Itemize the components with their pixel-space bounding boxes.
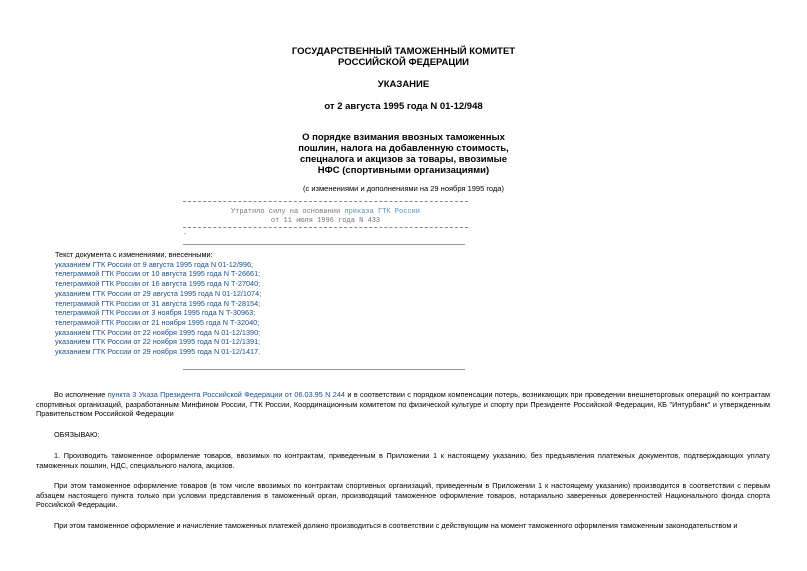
paragraph-item-1: 1. Производить таможенное оформление товаров, ввозимых по контрактам, приведенным в Приложении 1 к настоящему указанию, без предъявления платежных документов, подтверждающих уплату таможенных пошлин, НДС, специального налога, акцизов. [36, 451, 770, 470]
amendment-link[interactable]: телеграммой ГТК России от 21 ноября 1995 года N Т-32040; [55, 317, 260, 327]
amendment-link[interactable]: указанием ГТК России от 29 августа 1995 года N 01-12/1074; [55, 288, 262, 298]
stamp-bottom-divider [183, 227, 468, 228]
stamp-text: Утратило силу на основании [230, 208, 341, 216]
amendment-link[interactable]: телеграммой ГТК России от 16 августа 1995 года N Т-27040; [55, 279, 261, 289]
stamp-top-divider [183, 201, 468, 202]
paragraph-preamble [36, 390, 770, 419]
stamp-date: от 11 июля 1996 года N 433 [270, 216, 381, 225]
document-date: от 2 августа 1995 года N 01-12/948 [324, 101, 483, 112]
amendments-bottom-divider [183, 369, 465, 370]
issuer-heading [0, 46, 807, 68]
stamp-dash-mark: - [183, 231, 188, 239]
stamp-order-link[interactable]: приказа ГТК России [344, 208, 421, 216]
title-line-2: пошлин, налога на добавленную стоимость, [298, 143, 509, 154]
amendments-list [55, 250, 261, 357]
title-line-1: О порядке взимания ввозных таможенных [302, 132, 505, 143]
decree-link[interactable]: пункта 3 Указа Президента Российской Федерации от 06.03.95 N 244 [107, 390, 345, 399]
title-line-3: спецналога и акцизов за товары, ввозимые [300, 154, 507, 165]
title-line-4: НФС (спортивными организациями) [317, 165, 490, 176]
amendment-link[interactable]: телеграммой ГТК России от 10 августа 1995 года N Т-26661; [55, 269, 261, 279]
paragraph-item-1-note: При этом таможенное оформление товаров (в том числе ввозимых по контрактам спортивных организаций, приведенным в Приложении 1 к настоящему указанию) производится в соответствии с первым абзацем настоящего пункта только при условии представления в таможенный орган, производящий таможенное оформление товаров, нотариально заверенных доверенностей Национального фонда спорта Российской Федерации. [36, 481, 770, 510]
amendment-link[interactable]: указанием ГТК России от 22 ноября 1995 года N 01-12/1391; [55, 337, 261, 347]
preamble-rest: и в соответствии с порядком компенсации потерь, возникающих при проведении внешнеторговых операций по контрактам спортивных организаций, разработанным Минфином России, ГТК России, Координационным комитетом по физической культуре и спорту при Президенте Российской Федерации, КБ "Интурбанк" и утвержденным Правительством Российской Федерации [36, 390, 770, 419]
document-title [0, 132, 807, 176]
repeal-stamp [183, 208, 468, 225]
preamble-prefix: Во исполнение [54, 390, 106, 399]
amendment-link[interactable]: указанием ГТК России от 9 августа 1995 года N 01-12/996; [55, 259, 254, 269]
amendment-link[interactable]: указанием ГТК России от 29 ноября 1995 года N 01-12/1417. [55, 347, 261, 357]
document-type: УКАЗАНИЕ [377, 79, 430, 90]
issuer-line-2: РОССИЙСКОЙ ФЕДЕРАЦИИ [337, 57, 469, 68]
amendment-link[interactable]: указанием ГТК России от 22 ноября 1995 года N 01-12/1390; [55, 327, 261, 337]
amendment-link[interactable]: телеграммой ГТК России от 3 ноября 1995 года N Т-30963; [55, 308, 256, 318]
amendments-top-divider [183, 244, 465, 245]
amendments-note: (с изменениями и дополнениями на 29 ноября 1995 года) [303, 184, 504, 193]
amendment-link[interactable]: телеграммой ГТК России от 31 августа 1995 года N Т-28154; [55, 298, 261, 308]
issuer-line-1: ГОСУДАРСТВЕННЫЙ ТАМОЖЕННЫЙ КОМИТЕТ [291, 46, 516, 57]
paragraph-obligate: ОБЯЗЫВАЮ: [54, 430, 100, 439]
paragraph-item-1-continuation: При этом таможенное оформление и начисление таможенных платежей должно производиться в соответствии с действующим на момент таможенного оформления таможенным законодательством и [54, 521, 738, 530]
amendments-intro: Текст документа с изменениями, внесенными: [55, 250, 213, 259]
